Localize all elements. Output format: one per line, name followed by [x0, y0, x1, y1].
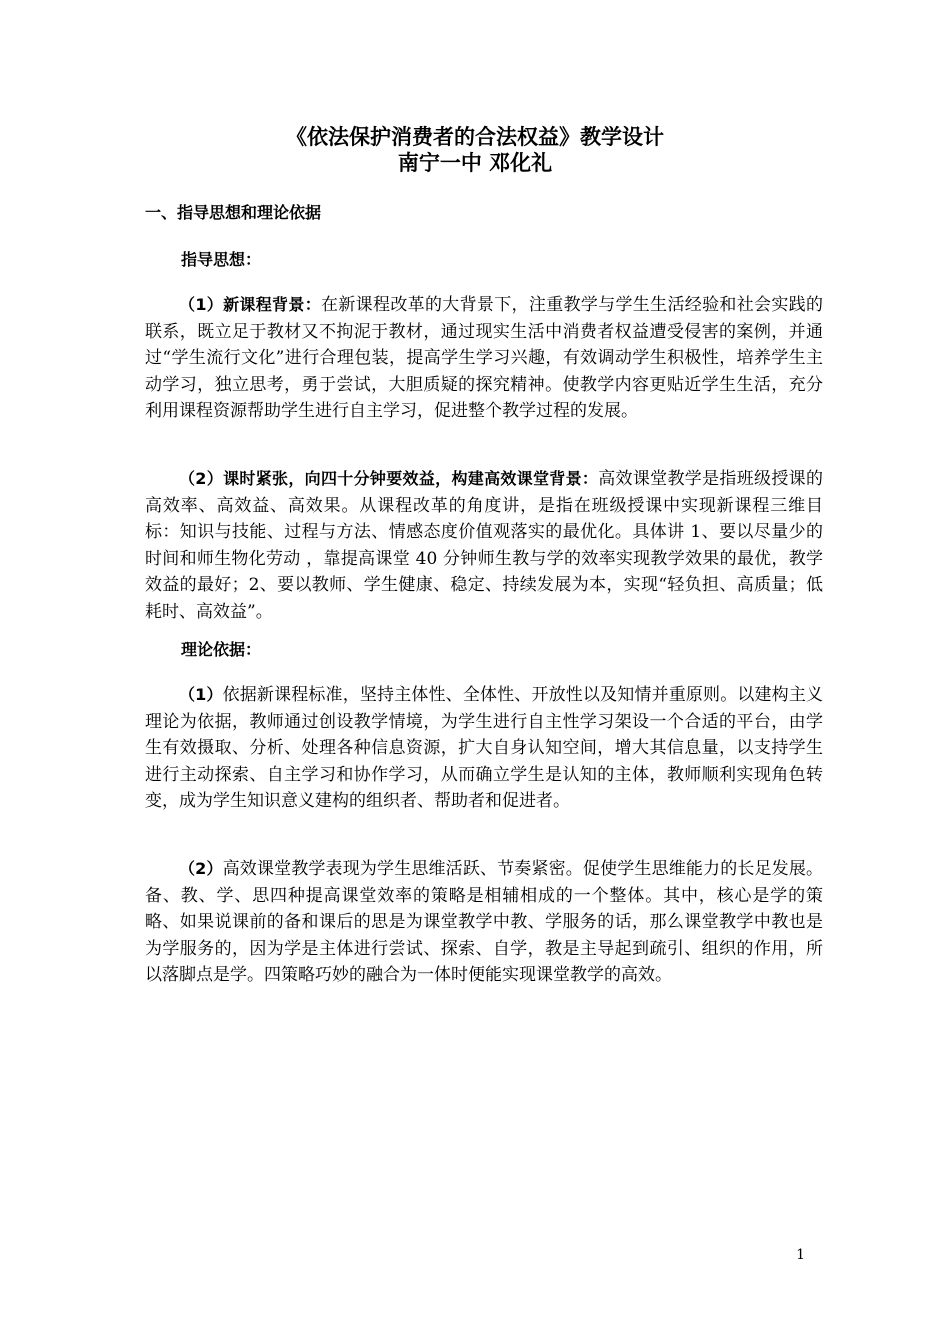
paragraph-lead: （1）新课程背景： — [179, 295, 322, 314]
paragraph-text: 高效课堂教学是指班级授课的高效率、高效益、高效果。从课程改革的角度讲，是指在班级授课中实现新课程三维目标：知识与技能、过程与方法、情感态度价值观落实的最优化。具体讲 1、要以尽量少的时间和师生物化劳动 ，靠提高课堂 40 分钟师生教与学的效率实现教学效果的最优，教学效益的最好；2、要以教师、学生健康、稳定、持续发展为本，实现“轻负担、高质量；低耗时、高效益”。 — [145, 469, 823, 622]
subsection-heading-theory: 理论依据： — [181, 640, 262, 659]
paragraph-lead: （1） — [179, 685, 223, 704]
document-title: 《依法保护消费者的合法权益》教学设计 — [286, 125, 664, 149]
author-line: 南宁一中 邓化礼 — [397, 151, 553, 175]
page-number: 1 — [796, 1247, 805, 1263]
paragraph-lead: （2）课时紧张，向四十分钟要效益，构建高效课堂背景： — [179, 469, 599, 488]
paragraph-lead: （2） — [179, 859, 223, 878]
paragraph-theory-constructivism — [145, 682, 823, 815]
section-heading: 一、指导思想和理论依据 — [145, 203, 322, 222]
paragraph-text: 依据新课程标准，坚持主体性、全体性、开放性以及知情并重原则。以建构主义理论为依据，教师通过创设教学情境，为学生进行自主性学习架设一个合适的平台，由学生有效摄取、分析、处理各种信息资源，扩大自身认知空间，增大其信息量，以支持学生进行主动探索、自主学习和协作学习，从而确立学生是认知的主体，教师顺利实现角色转变，成为学生知识意义建构的组织者、帮助者和促进者。 — [145, 685, 823, 812]
paragraph-new-curriculum — [145, 292, 823, 425]
paragraph-text: 在新课程改革的大背景下，注重教学与学生生活经验和社会实践的联系，既立足于教材又不拘泥于教材，通过现实生活中消费者权益遭受侵害的案例，并通过“学生流行文化”进行合理包装，提高学生学习兴趣，有效调动学生积极性，培养学生主动学习，独立思考，勇于尝试，大胆质疑的探究精神。使教学内容更贴近学生生活，充分利用课程资源帮助学生进行自主学习，促进整个教学过程的发展。 — [145, 295, 824, 422]
paragraph-theory-efficient-teaching — [145, 856, 823, 989]
paragraph-text: 高效课堂教学表现为学生思维活跃、节奏紧密。促使学生思维能力的长足发展。备、教、学、思四种提高课堂效率的策略是相辅相成的一个整体。其中，核心是学的策略、如果说课前的备和课后的思是为课堂教学中教、学服务的话，那么课堂教学中教也是为学服务的，因为学是主体进行尝试、探索、自学，教是主导起到疏引、组织的作用，所以落脚点是学。四策略巧妙的融合为一体时便能实现课堂教学的高效。 — [145, 859, 823, 986]
subsection-heading-guiding-ideas: 指导思想： — [181, 250, 262, 269]
paragraph-efficient-classroom — [145, 466, 823, 626]
